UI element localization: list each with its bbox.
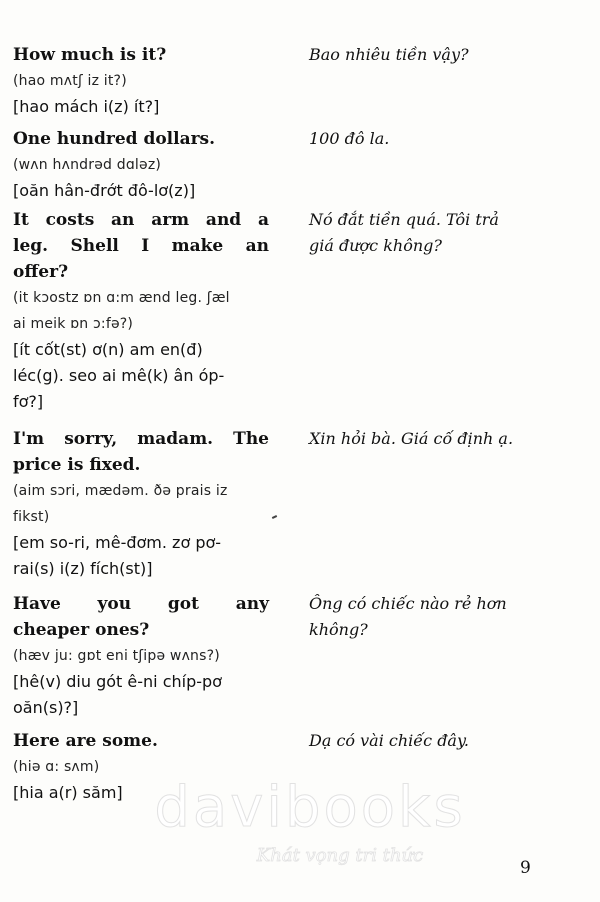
vietnamese-column (309, 426, 579, 452)
vietnamese-pronunciation: [hao mách i(z) ít?] (13, 97, 160, 116)
vietnamese-column (309, 42, 579, 68)
vietnamese-pronunciation: [ít cốt(st) ơ(n) am en(đ) (13, 340, 203, 359)
watermark-tagline: Khát vọng tri thức (256, 845, 424, 866)
vietnamese-translation: Xin hỏi bà. Giá cố định ạ. (309, 429, 514, 448)
english-column (13, 591, 269, 721)
english-column (13, 207, 269, 415)
vietnamese-pronunciation: [oăn hân-đrớt đô-lơ(z)] (13, 181, 196, 200)
english-phrase: cheaper ones? (13, 620, 150, 640)
english-phrase: I'm sorry, madam. The (13, 429, 269, 449)
english-phrase: One hundred dollars. (13, 129, 216, 149)
vietnamese-pronunciation: rai(s) i(z) fích(st)] (13, 559, 153, 578)
vietnamese-translation: 100 đô la. (309, 129, 390, 148)
vietnamese-column (309, 207, 579, 259)
vietnamese-translation: Bao nhiêu tiền vậy? (309, 45, 469, 64)
ipa-transcription: (hao mʌtʃ iz it?) (13, 73, 127, 89)
english-column (13, 426, 269, 582)
english-phrase: It costs an arm and a (13, 210, 269, 230)
english-phrase: Here are some. (13, 731, 158, 751)
ipa-transcription: (aim sɔri, mædəm. ðə prais iz (13, 483, 228, 499)
page-number: 9 (520, 858, 531, 878)
vietnamese-pronunciation: léc(g). seo ai mê(k) ân óp- (13, 366, 225, 385)
english-phrase: price is fixed. (13, 455, 141, 475)
english-phrase: offer? (13, 262, 69, 282)
watermark-logo: davibooks (154, 775, 466, 840)
vietnamese-pronunciation: [em so-ri, mê-đơm. zơ pơ- (13, 533, 222, 552)
vietnamese-pronunciation: [hê(v) diu gót ê-ni chíp-pơ (13, 672, 222, 691)
vietnamese-column (309, 591, 579, 643)
ipa-transcription: (hæv ju: gɒt eni tʃipə wʌns?) (13, 648, 220, 664)
english-column (13, 42, 269, 120)
english-phrase: How much is it? (13, 45, 167, 65)
ipa-transcription: (wʌn hʌndrəd dɑləz) (13, 157, 162, 173)
ipa-transcription: fikst) (13, 509, 50, 525)
vietnamese-translation: Ông có chiếc nào rẻ hơn (309, 594, 507, 613)
vietnamese-column (309, 126, 579, 152)
vietnamese-translation: không? (309, 620, 368, 639)
vietnamese-column (309, 728, 579, 754)
vietnamese-translation: Nó đắt tiền quá. Tôi trả (309, 210, 499, 229)
vietnamese-translation: giá được không? (309, 236, 442, 255)
english-column (13, 126, 269, 204)
vietnamese-pronunciation: [hia a(r) săm] (13, 783, 123, 802)
ipa-transcription: (it kɔostz ɒn ɑ:m ænd leg. ʃæl (13, 290, 230, 306)
vietnamese-translation: Dạ có vài chiếc đây. (309, 731, 469, 750)
english-phrase: Have you got any (13, 594, 269, 614)
vietnamese-pronunciation: fơ?] (13, 392, 44, 411)
print-speck (272, 515, 277, 519)
english-phrase: leg. Shell I make an (13, 236, 269, 256)
vietnamese-pronunciation: oăn(s)?] (13, 698, 79, 717)
ipa-transcription: ai meik ɒn ɔ:fə?) (13, 316, 134, 332)
ipa-transcription: (hiə ɑ: sʌm) (13, 759, 100, 775)
